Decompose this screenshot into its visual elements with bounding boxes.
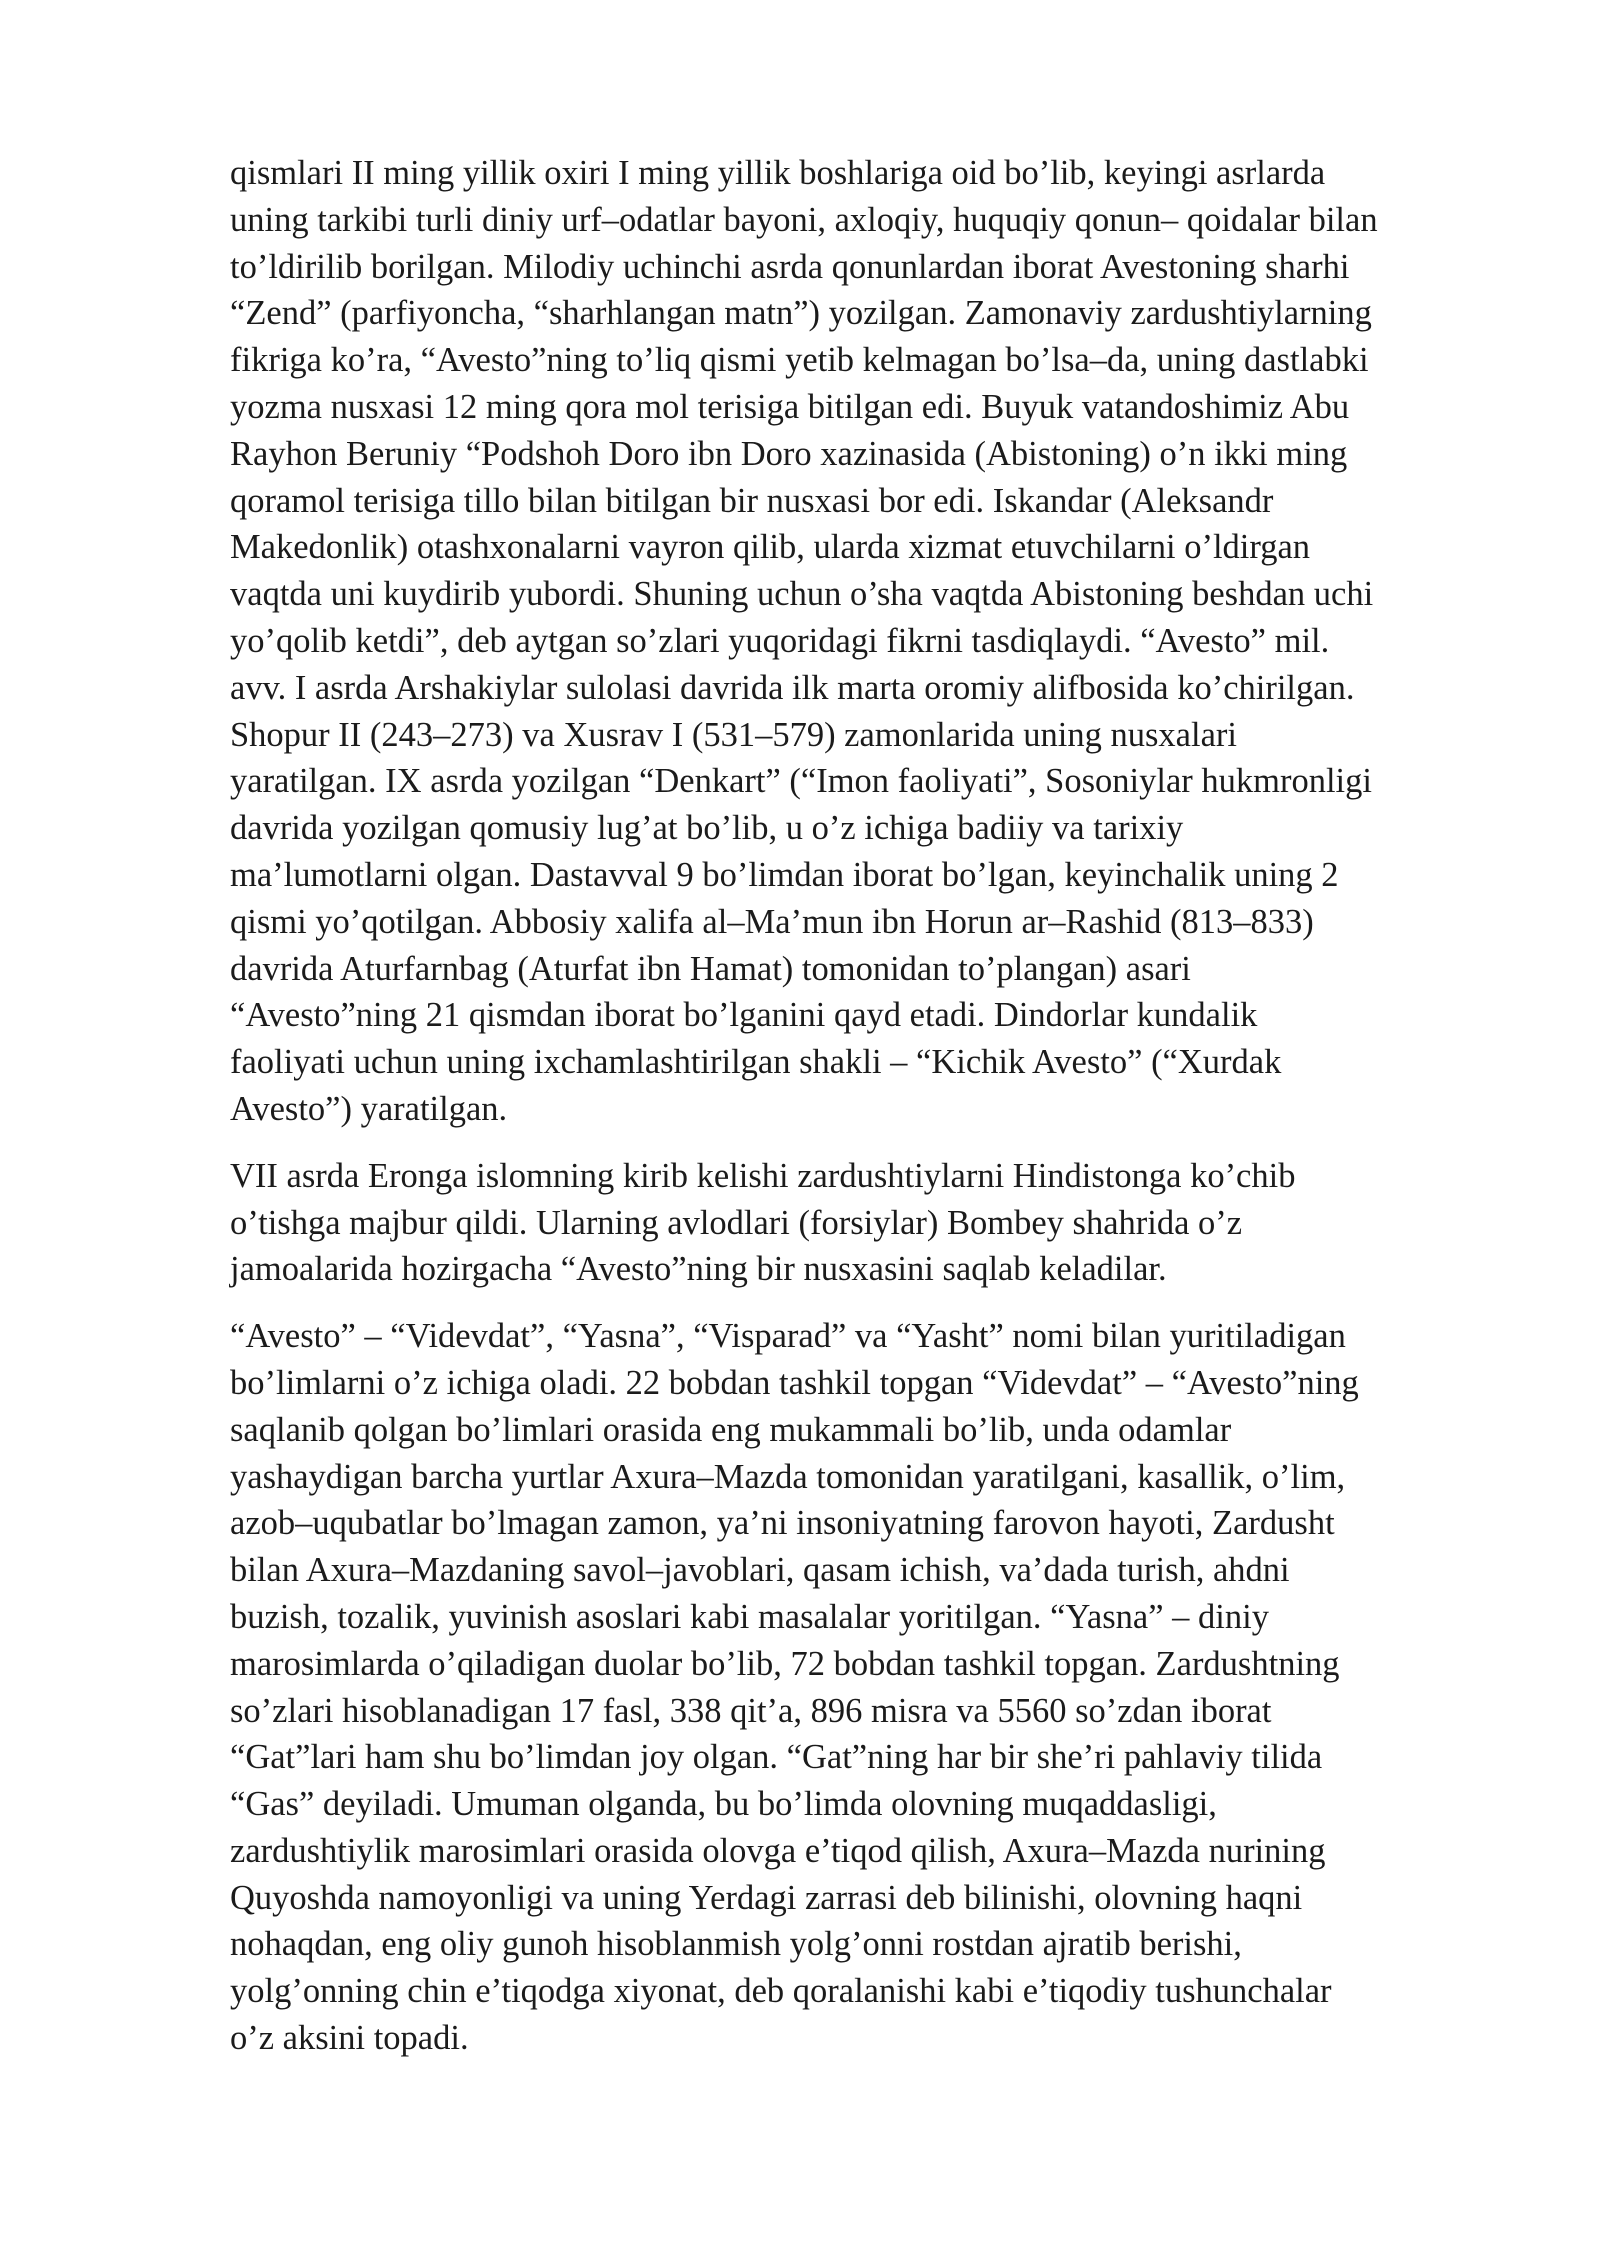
text-line: qismi yo’qotilgan. Abbosiy xalifa al–Ma’mun ibn Horun ar–Rashid (813–833) (230, 902, 1314, 941)
text-line: yolg’onning chin e’tiqodga xiyonat, deb qoralanishi kabi e’tiqodiy tushunchalar (230, 1972, 1332, 2011)
text-line: jamoalarida hozirgacha “Avesto”ning bir nusxasini saqlab keladilar. (230, 1250, 1167, 1289)
text-line: Quyoshda namoyonligi va uning Yerdagi zarrasi deb bilinishi, olovning haqni (230, 1878, 1303, 1917)
text-line: o’z aksini topadi. (230, 2019, 469, 2058)
text-line: Rayhon Beruniy “Podshoh Doro ibn Doro xazinasida (Abistoning) o’n ikki ming (230, 434, 1348, 473)
text-line: Shopur II (243–273) va Xusrav I (531–579) zamonlarida uning nusxalari (230, 715, 1237, 754)
text-line: nohaqdan, eng oliy gunoh hisoblanmish yolg’onni rostdan ajratib berishi, (230, 1925, 1242, 1964)
text-line: zardushtiylik marosimlari orasida olovga e’tiqod qilish, Axura–Mazda nurining (230, 1831, 1326, 1870)
document-page (230, 150, 1520, 2082)
text-line: to’ldirilib borilgan. Milodiy uchinchi asrda qonunlardan iborat Avestoning sharhi (230, 247, 1350, 286)
text-line: yozma nusxasi 12 ming qora mol terisiga bitilgan edi. Buyuk vatandoshimiz Abu (230, 387, 1350, 426)
text-line: qismlari II ming yillik oxiri I ming yillik boshlariga oid bo’lib, keyingi asrlarda (230, 154, 1326, 192)
text-line: avv. I asrda Arshakiylar sulolasi davrida ilk marta oromiy alifbosida ko’chirilgan. (230, 668, 1355, 707)
text-line: so’zlari hisoblanadigan 17 fasl, 338 qit’a, 896 misra va 5560 so’zdan iborat (230, 1691, 1272, 1730)
text-line: yashaydigan barcha yurtlar Axura–Mazda tomonidan yaratilgani, kasallik, o’lim, (230, 1457, 1346, 1496)
text-line: Avesto”) yaratilgan. (230, 1089, 508, 1128)
text-line: o’tishga majbur qildi. Ularning avlodlari (forsiylar) Bombey shahrida o’z (230, 1203, 1243, 1242)
text-line: bo’limlarni o’z ichiga oladi. 22 bobdan tashkil topgan “Videvdat” – “Avesto”ning (230, 1363, 1359, 1402)
text-line: azob–uqubatlar bo’lmagan zamon, ya’ni insoniyatning farovon hayoti, Zardusht (230, 1504, 1335, 1543)
text-line: “Gat”lari ham shu bo’limdan joy olgan. “Gat”ning har bir she’ri pahlaviy tilida (230, 1738, 1323, 1777)
text-line: qoramol terisiga tillo bilan bitilgan bir nusxasi bor edi. Iskandar (Aleksandr (230, 481, 1274, 520)
text-line: “Avesto” – “Videvdat”, “Yasna”, “Visparad” va “Yasht” nomi bilan yuritiladigan (230, 1317, 1346, 1356)
text-line: “Gas” deyiladi. Umuman olganda, bu bo’limda olovning muqaddasligi, (230, 1785, 1217, 1824)
paragraph-2 (230, 1153, 1520, 1293)
text-line: yo’qolib ketdi”, deb aytgan so’zlari yuqoridagi fikrni tasdiqlaydi. “Avesto” mil. (230, 621, 1330, 660)
text-line: fikriga ko’ra, “Avesto”ning to’liq qismi yetib kelmagan bo’lsa–da, uning dastlabki (230, 341, 1369, 380)
text-line: bilan Axura–Mazdaning savol–javoblari, qasam ichish, va’dada turish, ahdni (230, 1551, 1290, 1590)
text-line: faoliyati uchun uning ixchamlashtirilgan shakli – “Kichik Avesto” (“Xurdak (230, 1043, 1282, 1082)
text-line: marosimlarda o’qiladigan duolar bo’lib, 72 bobdan tashkil topgan. Zardushtning (230, 1644, 1340, 1683)
text-line: VII asrda Eronga islomning kirib kelishi zardushtiylarni Hindistonga ko’chib (230, 1156, 1296, 1195)
text-line: “Avesto”ning 21 qismdan iborat bo’lganini qayd etadi. Dindorlar kundalik (230, 996, 1258, 1035)
text-line: uning tarkibi turli diniy urf–odatlar bayoni, axloqiy, huquqiy qonun– qoidalar bilan (230, 200, 1378, 239)
text-line: yaratilgan. IX asrda yozilgan “Denkart” (“Imon faoliyati”, Sosoniylar hukmronligi (230, 762, 1372, 801)
text-line: ma’lumotlarni olgan. Dastavval 9 bo’limdan iborat bo’lgan, keyinchalik uning 2 (230, 855, 1339, 894)
text-line: buzish, tozalik, yuvinish asoslari kabi masalalar yoritilgan. “Yasna” – diniy (230, 1597, 1269, 1636)
text-line: “Zend” (parfiyoncha, “sharhlangan matn”) yozilgan. Zamonaviy zardushtiylarning (230, 294, 1372, 333)
paragraph-3 (230, 1313, 1520, 2062)
text-line: davrida Aturfarnbag (Aturfat ibn Hamat) tomonidan to’plangan) asari (230, 949, 1191, 988)
paragraph-1 (230, 150, 1520, 1133)
text-line: saqlanib qolgan bo’limlari orasida eng mukammali bo’lib, unda odamlar (230, 1410, 1232, 1449)
text-line: vaqtda uni kuydirib yubordi. Shuning uchun o’sha vaqtda Abistoning beshdan uchi (230, 575, 1374, 614)
text-line: Makedonlik) otashxonalarni vayron qilib, ularda xizmat etuvchilarni o’ldirgan (230, 528, 1311, 567)
text-line: davrida yozilgan qomusiy lug’at bo’lib, u o’z ichiga badiiy va tarixiy (230, 809, 1184, 848)
